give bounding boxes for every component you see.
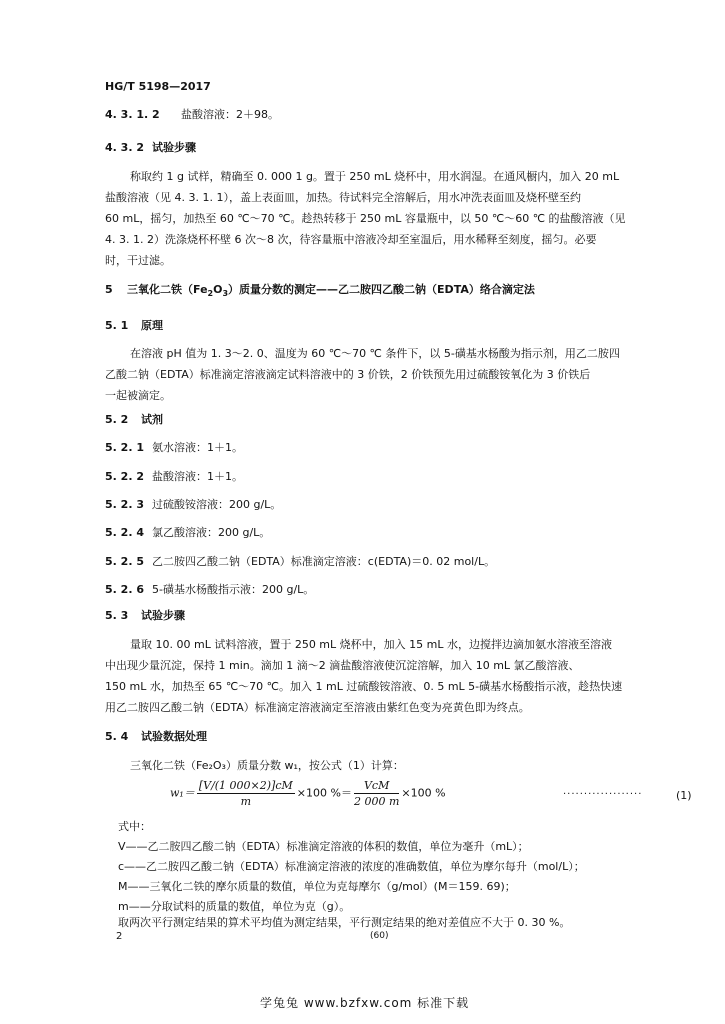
- fraction-numerator: VcM: [354, 779, 399, 794]
- formula-intro: 三氧化二铁（Fe₂O₃）质量分数 w₁，按公式（1）计算：: [130, 759, 404, 772]
- reagent-text: 氯乙酸溶液：200 g/L。: [152, 526, 271, 539]
- reagent-number: 5. 2. 6: [105, 583, 144, 596]
- variable-definition: c——乙二胺四乙酸二钠（EDTA）标准滴定溶液的浓度的准确数值，单位为摩尔每升（mol/L）；: [118, 860, 585, 873]
- section-number: 5: [105, 283, 113, 296]
- heading-5-1: [105, 317, 163, 333]
- reagent-text: 盐酸溶液：1＋1。: [152, 470, 243, 483]
- paragraph-line: 时，干过滤。: [105, 254, 171, 267]
- heading-title: 试验步骤: [141, 609, 185, 622]
- heading-title: 试剂: [141, 413, 163, 426]
- reagent-item: [105, 494, 281, 515]
- paragraph-line: 4. 3. 1. 2）洗涤烧杯杯壁 6 次～8 次，待容量瓶中溶液冷却至室温后，用水稀释至刻度，摇匀。必要: [105, 233, 597, 246]
- standard-number: HG/T 5198—2017: [105, 80, 211, 93]
- reagent-text: 5-磺基水杨酸指示液：200 g/L。: [152, 583, 315, 596]
- reagent-item: [105, 466, 243, 487]
- clause-text: 盐酸溶液：2＋98。: [181, 108, 279, 121]
- reagent-text: 过硫酸铵溶液：200 g/L。: [152, 498, 282, 511]
- heading-title: 试验步骤: [152, 141, 196, 154]
- paragraph-line: 在溶液 pH 值为 1. 3～2. 0、温度为 60 ℃～70 ℃ 条件下，以 5-磺基水杨酸为指示剂，用乙二胺四: [130, 347, 620, 360]
- reagent-item: [105, 522, 270, 543]
- title-part: 三氧化二铁（Fe: [127, 283, 208, 296]
- site-watermark: 学兔兔 www.bzfxw.com 标准下载: [260, 996, 470, 1010]
- heading-number: 5. 2: [105, 413, 129, 426]
- reagent-item: [105, 551, 495, 572]
- paragraph-line: 150 mL 水，加热至 65 ℃～70 ℃。加入 1 mL 过硫酸铵溶液、0. 5 mL 5-磺基水杨酸指示液，趁热快速: [105, 680, 623, 693]
- reagent-text: 氨水溶液：1＋1。: [152, 441, 243, 454]
- where-label: 式中：: [118, 820, 151, 833]
- page-number: 2: [116, 931, 123, 942]
- paragraph-line: 盐酸溶液（见 4. 3. 1. 1），盖上表面皿，加热。待试料完全溶解后，用水冲洗表面皿及烧杯壁至约: [105, 191, 581, 204]
- subscript: 2: [207, 289, 214, 299]
- page-sequence: (60): [370, 931, 389, 941]
- heading-title: 原理: [141, 319, 163, 332]
- title-part: O: [213, 283, 223, 296]
- heading-5-4: [105, 728, 207, 744]
- reagent-number: 5. 2. 3: [105, 498, 144, 511]
- heading-5-3: [105, 607, 185, 623]
- paragraph-line: 用乙二胺四乙酸二钠（EDTA）标准滴定溶液滴定至溶液由紫红色变为亮黄色即为终点。: [105, 701, 530, 714]
- reagent-text: 乙二胺四乙酸二钠（EDTA）标准滴定溶液：c(EDTA)＝0. 02 mol/L。: [152, 555, 496, 568]
- formula-middle: ×100 %＝: [296, 786, 352, 800]
- heading-4-3-2: [105, 139, 196, 155]
- fraction-denominator: m: [240, 795, 252, 808]
- conclusion-text: 取两次平行测定结果的算术平均值为测定结果，平行测定结果的绝对差值应不大于 0. 30 %。: [118, 916, 571, 929]
- reagent-number: 5. 2. 1: [105, 441, 144, 454]
- formula-leader-dots: ···················: [563, 789, 643, 800]
- fraction-denominator: 2 000 m: [353, 795, 400, 808]
- variable-definition: M——三氧化二铁的摩尔质量的数值，单位为克每摩尔（g/mol）(M＝159. 69)；: [118, 880, 516, 893]
- variable-definition: m——分取试料的质量的数值，单位为克（g）。: [118, 900, 351, 913]
- paragraph-line: 中出现少量沉淀，保持 1 min。滴加 1 滴～2 滴盐酸溶液使沉淀溶解，加入 10 mL 氯乙酸溶液、: [105, 659, 580, 672]
- formula-tail: ×100 %: [401, 786, 446, 800]
- formula-fraction-1: [197, 779, 295, 808]
- section-5-heading: [105, 281, 535, 298]
- reagent-number: 5. 2. 4: [105, 526, 144, 539]
- clause-number: 4. 3. 1. 2: [105, 108, 160, 121]
- clause-4-3-1-2: [105, 104, 279, 125]
- reagent-item: [105, 437, 243, 458]
- heading-number: 5. 1: [105, 319, 129, 332]
- formula-fraction-2: [354, 779, 399, 808]
- title-part: ）质量分数的测定——乙二胺四乙酸二钠（EDTA）络合滴定法: [228, 283, 535, 296]
- formula-1: [170, 779, 446, 808]
- subscript: 3: [222, 289, 229, 299]
- paragraph-line: 称取约 1 g 试样，精确至 0. 000 1 g。置于 250 mL 烧杯中，用水润湿。在通风橱内，加入 20 mL: [130, 170, 620, 183]
- paragraph-line: 一起被滴定。: [105, 389, 171, 402]
- paragraph-line: 乙酸二钠（EDTA）标准滴定溶液滴定试料溶液中的 3 价铁，2 价铁预先用过硫酸铵氧化为 3 价铁后: [105, 368, 591, 381]
- formula-lhs: w₁＝: [170, 786, 195, 800]
- reagent-number: 5. 2. 2: [105, 470, 144, 483]
- equation-number: (1): [676, 789, 692, 802]
- reagent-item: [105, 579, 314, 600]
- reagent-number: 5. 2. 5: [105, 555, 144, 568]
- paragraph-line: 60 mL，摇匀，加热至 60 ℃～70 ℃。趁热转移于 250 mL 容量瓶中，以 50 ℃～60 ℃ 的盐酸溶液（见: [105, 212, 626, 225]
- heading-title: 试验数据处理: [141, 730, 207, 743]
- heading-number: 4. 3. 2: [105, 141, 144, 154]
- heading-number: 5. 4: [105, 730, 129, 743]
- fraction-numerator: [V/(1 000×2)]cM: [198, 779, 293, 792]
- variable-definition: V——乙二胺四乙酸二钠（EDTA）标准滴定溶液的体积的数值，单位为毫升（mL）；: [118, 840, 529, 853]
- paragraph-line: 量取 10. 00 mL 试料溶液，置于 250 mL 烧杯中，加入 15 mL 水，边搅拌边滴加氨水溶液至溶液: [130, 638, 612, 651]
- heading-5-2: [105, 411, 163, 427]
- heading-number: 5. 3: [105, 609, 129, 622]
